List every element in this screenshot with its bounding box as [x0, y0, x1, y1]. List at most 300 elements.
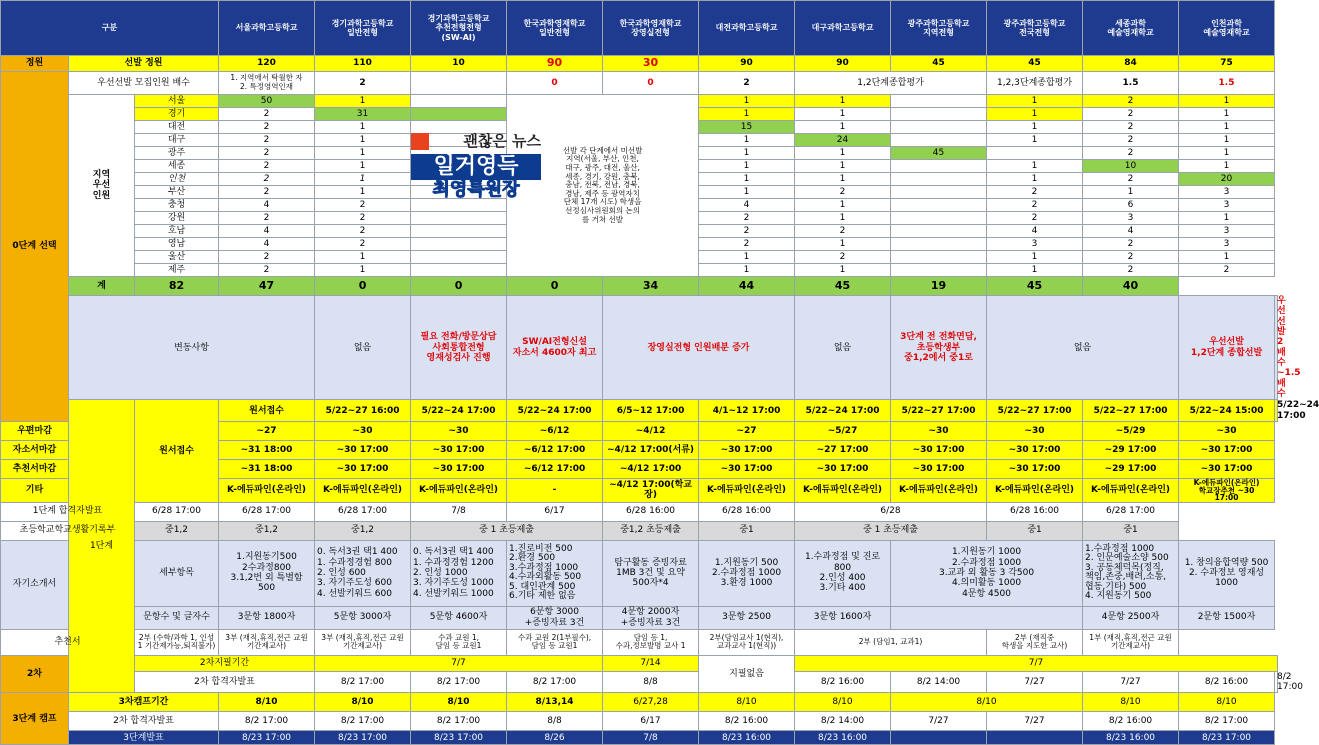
total-label: 계 — [69, 277, 135, 296]
stage3-result-value: 8/2 17:00 — [1179, 712, 1275, 731]
count-value: 4문항 2000자 +증빙자료 3건 — [603, 606, 699, 629]
etc-value: K-에듀파인(온라인) — [411, 479, 507, 503]
etc-value: - — [507, 479, 603, 503]
total-value: 0 — [315, 277, 411, 296]
region-value: 6 — [1083, 199, 1179, 212]
camp-value: 8/10 — [1083, 693, 1179, 712]
recommend-value: 3부 (재직,휴직,전근 교원 기간제교사) — [219, 629, 315, 655]
stage3-result-value: 8/2 16:00 — [699, 712, 795, 731]
stage2-result-value: 8/2 14:00 — [891, 671, 987, 693]
camp-label: 3차캠프기간 — [69, 693, 219, 712]
stage2-period-value: 7/7 — [795, 655, 1278, 671]
rec-value: ~31 18:00 — [219, 460, 315, 479]
items-value: 1.지원동기 500 2.수과정점 1000 3.환경 1000 — [699, 540, 795, 606]
region-value: 1 — [987, 264, 1083, 277]
region-value: 3 — [1083, 212, 1179, 225]
items-value: 탐구활동 증빙자료 1MB 3건 및 요약 500자*4 — [603, 540, 699, 606]
changes-value: 필요 전화/방문상담 사회통합전형 영재성검사 진행 — [411, 296, 507, 400]
rec-value: ~30 17:00 — [987, 460, 1083, 479]
essay-value: ~30 17:00 — [1179, 441, 1275, 460]
apply-label: 원서접수 — [219, 400, 315, 422]
region-value: 2 — [987, 186, 1083, 199]
region-value — [411, 95, 507, 108]
region-value: 1 — [1179, 134, 1275, 147]
items-value: 0. 독서3권 택1 400 1. 수과정경험 800 2. 인성 600 3. 자기주도성 600 4. 선발키워드 600 — [315, 540, 411, 606]
recommend-value: 3부 (재직,휴직,전근 교원 기간제교사) — [315, 629, 411, 655]
region-value — [411, 225, 507, 238]
total-value: 44 — [699, 277, 795, 296]
region-value — [891, 108, 987, 121]
region-name: 인천 — [135, 173, 219, 186]
apply-value: 5/22~24 17:00 — [795, 400, 891, 422]
record-value: 중1,2 초등제출 — [603, 521, 699, 540]
region-value: 2 — [1083, 251, 1179, 264]
mail-value: ~4/12 — [603, 422, 699, 441]
items-value: 0. 독서3권 택1 400 1. 수과정경험 1200 2. 인성 1000 3. 자기주도성 1000 4. 선발키워드 1000 — [411, 540, 507, 606]
stage1-result-value: 6/28 16:00 — [603, 502, 699, 521]
school-header: 한국과학영재학교 장영실전형 — [603, 1, 699, 56]
stage2-period-row — [1, 655, 1278, 671]
region-value — [891, 186, 987, 199]
apply-value: 4/1~12 17:00 — [699, 400, 795, 422]
priority-value: 0 — [507, 72, 603, 95]
recommend-value: 2부(담임교사 1(현직), 교과교사 1(현직)) — [699, 629, 795, 655]
rec-value: ~4/12 17:00 — [603, 460, 699, 479]
stage3-result-value: 6/17 — [603, 712, 699, 731]
region-value: 2 — [315, 199, 411, 212]
region-value — [891, 251, 987, 264]
apply-value: 5/22~27 17:00 — [1083, 400, 1179, 422]
stage2-result-value: 8/2 16:00 — [795, 671, 891, 693]
items-value: 1.지원동기 1000 2.수과정점 1000 3.교과 외 활동 3 각500 4.의미활동 1000 4문항 4500 — [891, 540, 1083, 606]
stage1-result-label: 1단계 합격자발표 — [1, 502, 135, 521]
region-value: 2 — [699, 212, 795, 225]
school-header: 대구과학고등학교 — [795, 1, 891, 56]
stage1-result-value: 7/8 — [411, 502, 507, 521]
stage2-result-label: 2차 합격자발표 — [135, 671, 315, 693]
region-value: 1 — [699, 186, 795, 199]
quota-value: 90 — [507, 56, 603, 72]
items-value: 1.진로비전 500 2.환경 500 3.수과정점 1000 4.수과외활동 500 5. 대인관계 500 6.기타 제한 없음 — [507, 540, 603, 606]
region-value: 2 — [315, 225, 411, 238]
camp-value: 8/10 — [315, 693, 411, 712]
count-value: 4문항 2500자 — [1083, 606, 1179, 629]
region-value — [891, 199, 987, 212]
total-value: 40 — [1083, 277, 1179, 296]
region-value: 1 — [699, 160, 795, 173]
region-value: 2 — [219, 251, 315, 264]
region-value: 2 — [1179, 264, 1275, 277]
count-value: 5문항 3000자 — [315, 606, 411, 629]
quota-row — [1, 56, 1278, 72]
region-value: 2 — [1083, 238, 1179, 251]
apply-value: 5/22~24 15:00 — [1179, 400, 1275, 422]
final-value: 7/8 — [603, 731, 699, 745]
items-label: 세부항목 — [135, 540, 219, 606]
region-value: 1 — [987, 95, 1083, 108]
region-name: 영남 — [135, 238, 219, 251]
school-header: 광주과학고등학교 전국전형 — [987, 1, 1083, 56]
stage2-result-value: 8/2 17:00 — [411, 671, 507, 693]
total-row — [1, 277, 1278, 296]
region-value: 1 — [315, 95, 411, 108]
camp-value: 8/10 — [1179, 693, 1275, 712]
mail-value: ~27 — [699, 422, 795, 441]
count-value: 3문항 2500 — [699, 606, 795, 629]
region-value: 31 — [315, 108, 411, 121]
total-value: 0 — [411, 277, 507, 296]
region-value: 1 — [699, 134, 795, 147]
record-value: 중 1 초등제출 — [411, 521, 603, 540]
final-value: 8/23 17:00 — [1179, 731, 1275, 745]
region-value: 2 — [795, 251, 891, 264]
priority-value: 1. 지역에서 탁월한 자 2. 특정영역인재 — [219, 72, 315, 95]
school-header: 한국과학영재학교 일반전형 — [507, 1, 603, 56]
region-value: 2 — [1083, 173, 1179, 186]
region-value — [891, 160, 987, 173]
mail-value: ~5/27 — [795, 422, 891, 441]
camp-value: 8/10 — [795, 693, 891, 712]
region-value: 1 — [315, 160, 411, 173]
quota-value: 110 — [315, 56, 411, 72]
region-name: 강원 — [135, 212, 219, 225]
stage1-result-value: 6/28 17:00 — [1083, 502, 1179, 521]
region-value: 1 — [987, 121, 1083, 134]
stage2-result-value: 7/27 — [1083, 671, 1179, 693]
essay-value: ~31 18:00 — [219, 441, 315, 460]
region-value: 1 — [315, 134, 411, 147]
region-name: 광주 — [135, 147, 219, 160]
camp-value: 8/10 — [699, 693, 795, 712]
region-value: 15 — [699, 121, 795, 134]
essay-value: ~27 17:00 — [795, 441, 891, 460]
essay-value: ~4/12 17:00(서류) — [603, 441, 699, 460]
total-value: 47 — [219, 277, 315, 296]
stage3-result-value: 8/2 17:00 — [315, 712, 411, 731]
recommend-value: 수과 교원 1, 담임 등 교원1 — [411, 629, 507, 655]
essay-label: 자소서마감 — [1, 441, 69, 460]
region-value: 1 — [699, 108, 795, 121]
stage2-period-label: 2차지필기간 — [135, 655, 315, 671]
record-label: 초등학교학교생활기록부 — [1, 521, 135, 540]
items-value: 1.수과정점 1000 2. 인문예술소양 500 3. 공동체덕목(정직, 책임,존중,배려,소통, 협동,기타) 500 4. 지원동기 500 — [1083, 540, 1179, 606]
school-header: 서울과학고등학교 — [219, 1, 315, 56]
region-value: 1 — [987, 251, 1083, 264]
recommend-value: 1부 (재직,휴직,전근 교원 기간제교사) — [1083, 629, 1179, 655]
region-value — [891, 238, 987, 251]
stage0-section: 0단계 선택 — [1, 72, 69, 422]
rec-value: ~30 17:00 — [699, 460, 795, 479]
stage3-result-value: 8/8 — [507, 712, 603, 731]
region-value: 1 — [315, 147, 411, 160]
region-value: 2 — [699, 238, 795, 251]
etc-value: K-에듀파인(온라인) 학교장추천 ~30 17:00 — [1179, 479, 1275, 503]
recommend-row — [1, 629, 1278, 655]
apply-row — [1, 400, 1278, 422]
school-header: 경기과학고등학교 일반전형 — [315, 1, 411, 56]
etc-value: K-에듀파인(온라인) — [315, 479, 411, 503]
region-value: 1 — [1083, 186, 1179, 199]
stage3-section: 3단계 캠프 — [1, 693, 69, 745]
region-name: 호남 — [135, 225, 219, 238]
stage2-period-value: 7/14 — [603, 655, 699, 671]
region-value: 1 — [987, 108, 1083, 121]
region-value: 1 — [699, 251, 795, 264]
school-header: 인천과학 예술영재학교 — [1179, 1, 1275, 56]
region-value: 1 — [795, 238, 891, 251]
region-value — [411, 199, 507, 212]
stage1-result-value: 6/28 17:00 — [219, 502, 315, 521]
region-value: 2 — [315, 212, 411, 225]
priority-value: 1.5 — [1179, 72, 1275, 95]
region-value: 24 — [795, 134, 891, 147]
changes-value: 3단계 전 전화면담, 초등학생부 중1,2에서 중1로 — [891, 296, 987, 400]
quota-label: 선발 정원 — [69, 56, 219, 72]
items-value: 1.수과정점 및 진로 800 2.인성 400 3.기타 400 — [795, 540, 891, 606]
changes-value: 우선선발 1,2단계 종합선발 — [1179, 296, 1275, 400]
region-value: 2 — [1083, 264, 1179, 277]
final-value: 8/23 17:00 — [219, 731, 315, 745]
count-value: 5문항 4600자 — [411, 606, 507, 629]
changes-value: 없음 — [987, 296, 1179, 400]
priority-value — [411, 72, 507, 95]
region-name: 충청 — [135, 199, 219, 212]
region-value: 1 — [1179, 160, 1275, 173]
count-label: 문항수 및 글자수 — [135, 606, 219, 629]
region-value — [891, 225, 987, 238]
record-value: 중1,2 — [135, 521, 219, 540]
region-value: 3 — [1179, 186, 1275, 199]
mail-label: 우편마감 — [1, 422, 69, 441]
apply-value: 6/5~12 17:00 — [603, 400, 699, 422]
record-value: 중1 — [1083, 521, 1179, 540]
apply-value: 5/22~27 17:00 — [987, 400, 1083, 422]
etc-value: K-에듀파인(온라인) — [1083, 479, 1179, 503]
stage2-period-value: 7/7 — [315, 655, 603, 671]
quota-value: 30 — [603, 56, 699, 72]
region-value: 4 — [219, 238, 315, 251]
quota-value: 45 — [891, 56, 987, 72]
count-value: 2문항 1500자 — [1179, 606, 1275, 629]
rec-value: ~29 17:00 — [1083, 460, 1179, 479]
stage3-result-value: 7/27 — [891, 712, 987, 731]
essay-value: ~30 17:00 — [987, 441, 1083, 460]
total-value: 0 — [507, 277, 603, 296]
region-value: 4 — [219, 199, 315, 212]
region-value: 2 — [219, 134, 315, 147]
region-value: 3 — [1179, 199, 1275, 212]
stage1-result-value: 6/28 — [795, 502, 987, 521]
region-value — [987, 147, 1083, 160]
camp-row — [1, 693, 1278, 712]
changes-row — [1, 296, 1278, 400]
etc-value: K-에듀파인(온라인) — [891, 479, 987, 503]
watermark-line1: 괜찮은 뉴스 — [411, 133, 541, 150]
final-value: 8/23 17:00 — [411, 731, 507, 745]
stage1-section: 1단계 — [69, 400, 135, 693]
quota-value: 84 — [1083, 56, 1179, 72]
region-row — [1, 95, 1278, 108]
stage2-result-value: 7/27 — [987, 671, 1083, 693]
essay-value: ~29 17:00 — [1083, 441, 1179, 460]
stage3-result-value: 8/2 17:00 — [411, 712, 507, 731]
etc-label: 기타 — [1, 479, 69, 503]
essay-value: ~30 17:00 — [315, 441, 411, 460]
region-value — [891, 134, 987, 147]
stage3-result-value: 8/2 16:00 — [1083, 712, 1179, 731]
school-header: 경기과학고등학교 추천전형전형 (SW-AI) — [411, 1, 507, 56]
essay-value: ~30 17:00 — [699, 441, 795, 460]
etc-value: K-에듀파인(온라인) — [795, 479, 891, 503]
region-value: 1 — [1179, 147, 1275, 160]
region-value: 1 — [1179, 95, 1275, 108]
count-value: 3문항 1800자 — [219, 606, 315, 629]
region-value: 4 — [987, 225, 1083, 238]
mail-value: ~30 — [411, 422, 507, 441]
region-value: 2 — [219, 147, 315, 160]
recommend-value: 2부 (수학/과학 1, 인성 1 기간제가능,퇴직불가) — [135, 629, 219, 655]
count-value: 3문항 1600자 — [795, 606, 891, 629]
total-value: 45 — [987, 277, 1083, 296]
region-value: 4 — [699, 199, 795, 212]
region-value — [891, 95, 987, 108]
region-value: 1 — [795, 212, 891, 225]
region-value: 1 — [699, 173, 795, 186]
priority-value: 0 — [603, 72, 699, 95]
mail-value: ~30 — [891, 422, 987, 441]
total-value: 34 — [603, 277, 699, 296]
stage1-result-value: 6/17 — [507, 502, 603, 521]
region-value — [891, 173, 987, 186]
region-value: 1 — [315, 186, 411, 199]
changes-value: 우선선발 2배수~1.5배수 — [1275, 296, 1278, 400]
region-value: 1 — [1179, 212, 1275, 225]
region-value: 1 — [795, 160, 891, 173]
school-header: 광주과학고등학교 지역전형 — [891, 1, 987, 56]
region-value: 2 — [1083, 121, 1179, 134]
changes-value: 없음 — [795, 296, 891, 400]
recommend-value: 2부 (담임1, 교과1) — [795, 629, 987, 655]
recommend-value: 2부 (재직중 학생을 지도한 교사) — [987, 629, 1083, 655]
region-value: 1 — [1179, 121, 1275, 134]
etc-value: K-에듀파인(온라인) — [987, 479, 1083, 503]
region-value: 1 — [795, 199, 891, 212]
quota-value: 90 — [699, 56, 795, 72]
region-name: 서울 — [135, 95, 219, 108]
quota-value: 45 — [987, 56, 1083, 72]
region-value — [891, 264, 987, 277]
region-value: 45 — [891, 147, 987, 160]
stage3-result-value: 8/2 14:00 — [795, 712, 891, 731]
priority-label: 우선선발 모집인원 배수 — [69, 72, 219, 95]
region-value: 50 — [219, 95, 315, 108]
region-name: 부산 — [135, 186, 219, 199]
essay-value: ~30 17:00 — [411, 441, 507, 460]
region-name: 대전 — [135, 121, 219, 134]
region-value: 3 — [987, 238, 1083, 251]
total-value: 19 — [891, 277, 987, 296]
stage3-result-row — [1, 712, 1278, 731]
quota-section: 정원 — [1, 56, 69, 72]
count-value — [891, 606, 1083, 629]
region-value: 2 — [219, 264, 315, 277]
final-label: 3단계발표 — [69, 731, 219, 745]
region-value — [411, 251, 507, 264]
etc-value: K-에듀파인(온라인) — [219, 479, 315, 503]
record-value: 중 1 초등제출 — [795, 521, 987, 540]
watermark-line3: 최영특원장 — [432, 178, 520, 200]
region-value: 1 — [987, 160, 1083, 173]
region-value: 2 — [699, 225, 795, 238]
total-value: 82 — [135, 277, 219, 296]
apply-value: 5/22~27 17:00 — [891, 400, 987, 422]
region-value: 2 — [219, 108, 315, 121]
region-value: 2 — [219, 121, 315, 134]
stage2-result-value: 8/8 — [603, 671, 699, 693]
region-value: 2 — [219, 173, 315, 186]
stage3-result-value: 8/2 17:00 — [219, 712, 315, 731]
region-value: 1 — [795, 108, 891, 121]
region-value: 1 — [315, 251, 411, 264]
final-value — [891, 731, 987, 745]
stage1-result-value: 6/28 17:00 — [315, 502, 411, 521]
items-value: 1.지원동기500 2수과정800 3.1,2번 외 특별함 500 — [219, 540, 315, 606]
apply-group: 원서접수 — [135, 400, 219, 502]
stage2-result-row — [1, 671, 1278, 693]
record-value: 중1,2 — [219, 521, 315, 540]
region-value: 4 — [219, 225, 315, 238]
region-value: 2 — [795, 225, 891, 238]
stage2-result-value: 8/2 17:00 — [315, 671, 411, 693]
rec-value: ~6/12 17:00 — [507, 460, 603, 479]
count-value: 6문항 3000 +증빙자료 3건 — [507, 606, 603, 629]
record-value: 중1,2 — [315, 521, 411, 540]
stage1-result-value: 6/28 16:00 — [987, 502, 1083, 521]
region-value: 2 — [1083, 95, 1179, 108]
intro-items-row — [1, 540, 1278, 606]
quota-value: 75 — [1179, 56, 1275, 72]
final-value: 8/23 16:00 — [699, 731, 795, 745]
stage2-result-value: 8/2 17:00 — [507, 671, 603, 693]
region-value: 2 — [987, 199, 1083, 212]
priority-row — [1, 72, 1278, 95]
priority-value: 2 — [315, 72, 411, 95]
camp-value: 6/27,28 — [603, 693, 699, 712]
region-value: 3 — [1179, 238, 1275, 251]
region-value: 1 — [699, 147, 795, 160]
etc-value: ~4/12 17:00(학교장) — [603, 479, 699, 503]
essay-value: ~6/12 17:00 — [507, 441, 603, 460]
region-name: 울산 — [135, 251, 219, 264]
region-value: 1 — [987, 134, 1083, 147]
region-value: 1 — [795, 121, 891, 134]
rec-value: ~30 17:00 — [891, 460, 987, 479]
region-value: 1 — [795, 173, 891, 186]
region-value: 1 — [795, 264, 891, 277]
essay-value: ~30 17:00 — [891, 441, 987, 460]
region-value: 2 — [987, 212, 1083, 225]
intro-label: 자기소개서 — [1, 540, 69, 629]
region-name: 제주 — [135, 264, 219, 277]
region-label: 지역 우선 인원 — [69, 95, 135, 277]
region-value: 1 — [795, 95, 891, 108]
final-value: 8/23 17:00 — [315, 731, 411, 745]
rec-label: 추천서마감 — [1, 460, 69, 479]
header-label: 구분 — [1, 1, 219, 56]
header-row — [1, 1, 1278, 56]
region-value: 1 — [795, 147, 891, 160]
record-value: 중1 — [987, 521, 1083, 540]
